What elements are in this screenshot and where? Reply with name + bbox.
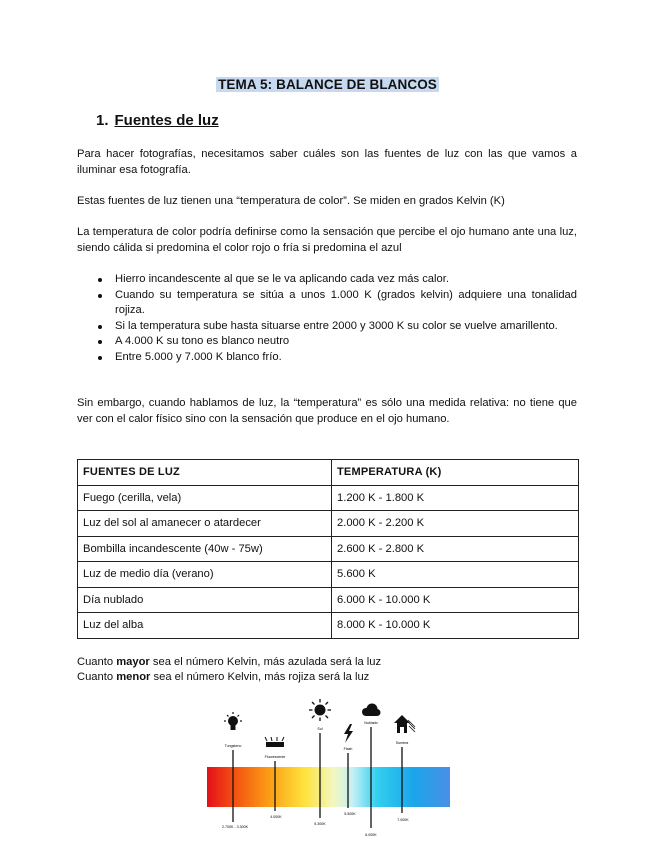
cloud-icon [362,704,381,717]
bullet-item: A 4.000 K su tono es blanco neutro [77,334,577,350]
kelvin-paragraph: Estas fuentes de luz tienen una “temperatura de color”. Se miden en grados Kelvin (K) [77,195,505,207]
table-cell-temperature: 1.200 K - 1.800 K [332,485,579,511]
temperature-bullet-list [77,272,577,365]
table-row [78,587,579,613]
shade-value: 7.000K [397,818,409,822]
table-cell-source: Día nublado [78,587,332,613]
sun-label: Sol [317,727,323,731]
section-number: 1. [96,112,109,129]
table-cell-source: Fuego (cerilla, vela) [78,485,332,511]
flash-value: 5.500K [344,812,356,816]
page-title-text: TEMA 5: BALANCE DE BLANCOS [218,77,437,92]
section-title: Fuentes de luz [114,112,219,129]
spectrum-gradient-bar [207,767,450,807]
fluorescent-icon [265,737,284,747]
house-shade-icon [394,715,415,733]
table-header-row [78,460,579,486]
tungsten-label: Tungsteno [224,744,242,748]
color-temperature-spectrum [200,694,460,842]
table-cell-temperature: 5.600 K [332,562,579,588]
section-heading [96,112,219,129]
bullet-item: Hierro incandescente al que se le va aplicando cada vez más calor. [77,272,577,288]
table-cell-source: Luz del sol al amanecer o atardecer [78,511,332,537]
light-sources-table [77,459,579,639]
cloudy-value: 6.000K [365,833,377,837]
table-cell-source: Bombilla incandescente (40w - 75w) [78,536,332,562]
bullet-item: Entre 5.000 y 7.000 K blanco frío. [77,350,577,366]
bullet-item: Cuando su temperatura se sitúa a unos 1.000 K (grados kelvin) adquiere una tonalidad rojiza. [77,288,577,319]
table-cell-temperature: 6.000 K - 10.000 K [332,587,579,613]
header-temperature: TEMPERATURA (K) [332,460,579,486]
definition-paragraph: La temperatura de color podría definirse como la sensación que percibe el ojo humano ante una luz, siendo cálida si predomina el color rojo o fría si predomina el azul [77,226,577,254]
flash-label: Flash [343,747,353,751]
sun-icon [309,699,331,721]
note-lower-kelvin: Cuanto menor sea el número Kelvin, más rojiza será la luz [77,671,370,683]
fluorescent-label: Fluorescente [264,755,286,759]
lightning-icon [344,724,353,743]
table-cell-source: Luz del alba [78,613,332,639]
note-higher-kelvin: Cuanto mayor sea el número Kelvin, más azulada será la luz [77,656,382,668]
fluorescent-value: 4.000K [270,815,282,819]
intro-paragraph: Para hacer fotografías, necesitamos saber cuáles son las fuentes de luz con las que vamos a iluminar esa fotografía. [77,148,577,176]
sun-value: 5.300K [314,822,326,826]
table-row [78,562,579,588]
table-cell-temperature: 8.000 K - 10.000 K [332,613,579,639]
bullet-item: Si la temperatura sube hasta situarse entre 2000 y 3000 K su color se vuelve amarillento. [77,319,577,335]
page-title [0,76,655,94]
table-cell-source: Luz de medio día (verano) [78,562,332,588]
closing-paragraph: Sin embargo, cuando hablamos de luz, la “temperatura” es sólo una medida relativa: no tiene que ver con el calor físico sino con la sensación que produce en el ojo humano. [77,397,577,425]
table-row [78,485,579,511]
table-row [78,511,579,537]
table-row [78,613,579,639]
tungsten-value: 2.700K - 3.300K [222,825,248,829]
table-row [78,536,579,562]
header-light-sources: FUENTES DE LUZ [78,460,332,486]
table-cell-temperature: 2.600 K - 2.800 K [332,536,579,562]
shade-label: Sombra [395,741,409,745]
lightbulb-icon [224,712,242,730]
cloudy-label: Nublado [364,721,378,725]
table-cell-temperature: 2.000 K - 2.200 K [332,511,579,537]
